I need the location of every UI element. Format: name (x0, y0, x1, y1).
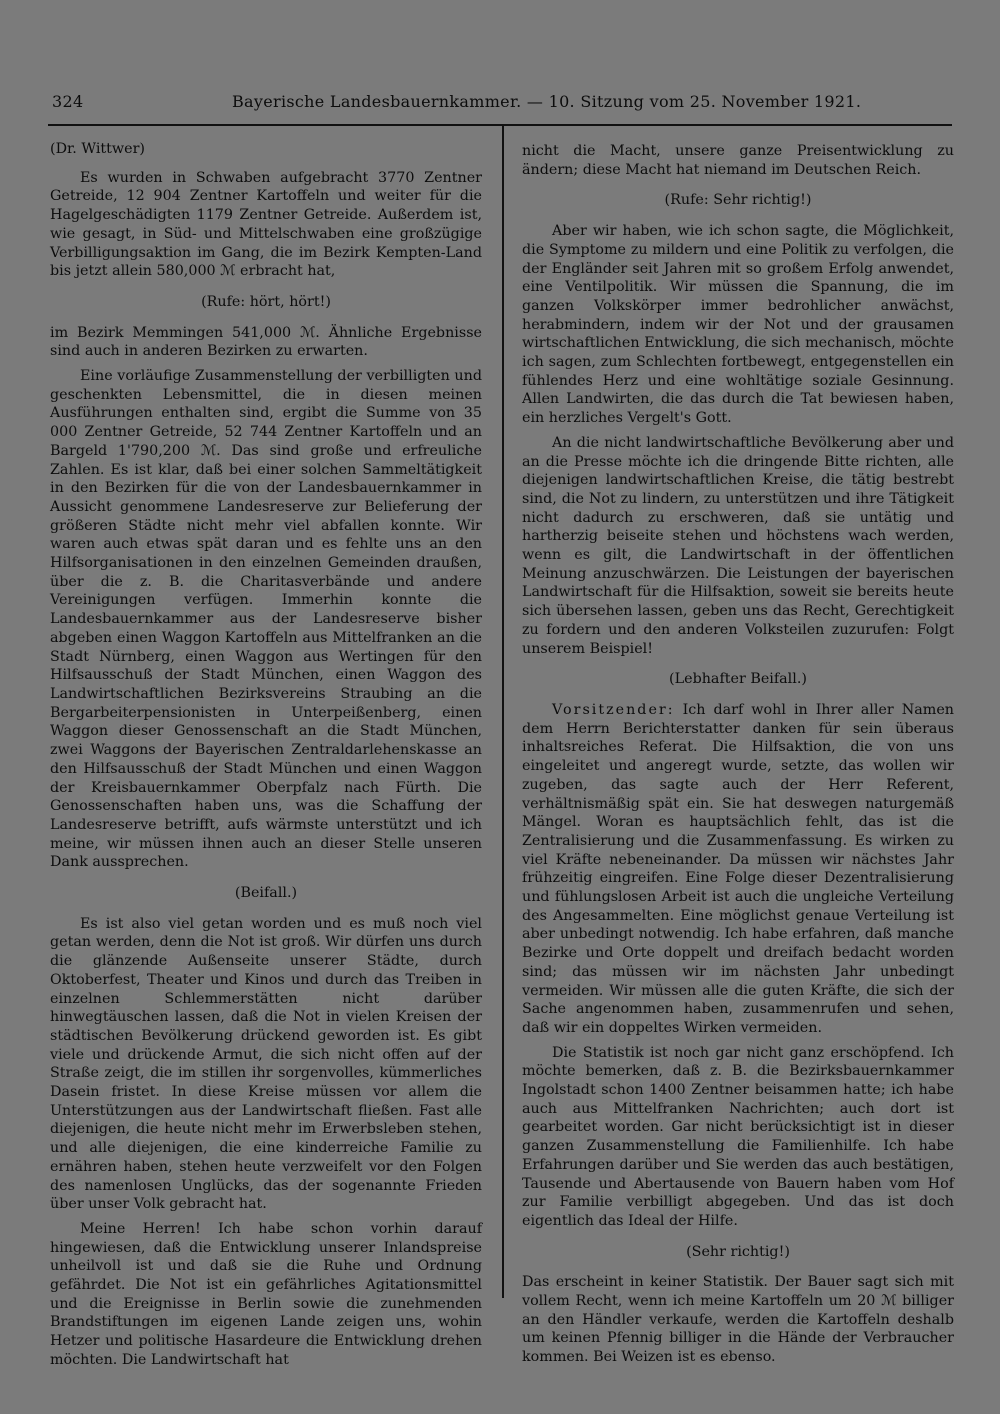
paragraph: Eine vorläufige Zusammenstellung der verbilligten und geschenkten Lebensmittel, die in diesen meinen Ausführungen enthalten sind, ergibt die Summe von 35 000 Zentner Getreide, 52 744 Zentner Kartoffeln und an Bargeld 1'790,200 ℳ. Das sind große und erfreuliche Zahlen. Es ist klar, daß bei einer solchen Sammeltätigkeit in den Bezirken für die von der Landesbauernkammer in Aussicht genommene Landesreserve zur Belieferung der größeren Städte nicht mehr viel abfallen konnte. Wir waren auch etwas spät daran und es fehlte uns an den Hilfsorganisationen in den einzelnen Gemeinden draußen, über die z. B. die Charitasverbände und andere Vereinigungen verfügen. Immerhin konnte die Landesbauernkammer aus der Landesreserve bisher abgeben einen Waggon Kartoffeln aus Mittelfranken an die Stadt Nürnberg, einen Waggon aus Wertingen für den Hilfsausschuß der Stadt München, einen Waggon des Landwirtschaftlichen Bezirksvereins Straubing an die Bergarbeiterpensionisten in Unterpeißenberg, einen Waggon dieser Genossenschaft an die Stadt München, zwei Waggons der Bayerischen Zentraldarlehenskasse an den Hilfsausschuß der Stadt München und einen Waggon der Kreisbauernkammer Oberpfalz nach Fürth. Die Genossenschaften haben uns, was die Schaffung der Landesreserve betrifft, aufs wärmste unterstützt und ich meine, wir müssen ihnen auch an dieser Stelle unseren Dank aussprechen. (50, 368, 482, 871)
interjection: (Rufe: hört, hört!) (201, 293, 331, 310)
paragraph: Aber wir haben, wie ich schon sagte, die Möglichkeit, die Symptome zu mildern und eine Politik zu verfolgen, die der Engländer seit Jahren mit so großem Erfolg anwendet, eine Ventilpolitik. Wir müssen die Spannung, die im ganzen Volkskörper immer bedrohlicher anwächst, herabmindern, indem wir der Not und der grausamen wirtschaftlichen Entwicklung, die sich mechanisch, möchte ich sagen, zum Schlechten fortbewegt, entgegenstellen ein fühlendes Herz und eine wohltätige soziale Gesinnung. Allen Landwirten, die das durch die Tat bewiesen haben, ein herzliches Vergelt's Gott. (522, 223, 954, 427)
right-column (522, 142, 954, 1367)
paragraph-text: Ich darf wohl in Ihrer aller Namen dem Herrn Berichterstatter danken für sein überaus inhaltsreiches Referat. Die Hilfsaktion, die von uns eingeleitet und angeregt wurde, setzte, das wollen wir zugeben, das sagte auch der Herr Referent, verhältnismäßig spät ein. Sie hat deswegen naturgemäß Mängel. Woran es hauptsächlich fehlt, das ist die Zentralisierung und die Zusammenfassung. Es wirken zu viel Kräfte nebeneinander. Da müssen wir nächstes Jahr frühzeitig eingreifen. Eine Folge dieser Dezentralisierung und fühlungslosen Arbeit ist auch die ungleiche Verteilung des Angesammelten. Eine möglichst genaue Verteilung ist aber unbedingt notwendig. Ich habe erfahren, daß manche Bezirke und Orte doppelt und dreifach bedacht worden sind; das müssen wir im nächsten Jahr unbedingt vermeiden. Wir müssen alle die guten Kräfte, die sich der Sache angenommen haben, zusammenrufen und sehen, daß wir ein doppeltes Wirken vermeiden. (522, 701, 954, 1036)
paragraph: Meine Herren! Ich habe schon vorhin darauf hingewiesen, daß die Entwicklung unserer Inlandspreise unheilvoll ist und daß sie die Ruhe und Ordnung gefährdet. Die Not ist ein gefährliches Agitationsmittel und die Ereignisse in Berlin sowie die zunehmenden Brandstiftungen im eigenen Lande zeigen uns, wohin Hetzer und politische Hasardeure die Entwicklung drehen möchten. Die Landwirtschaft hat (50, 1220, 482, 1368)
running-title: Bayerische Landesbauernkammer. — 10. Sitzung vom 25. November 1921. (232, 92, 862, 111)
paragraph: Es ist also viel getan worden und es muß noch viel getan werden, denn die Not ist groß. Wir dürfen uns durch die glänzende Außenseite unserer Städte, durch Oktoberfest, Theater und Kinos und durch das Treiben in einzelnen Schlemmerstätten nicht darüber hinwegtäuschen lassen, daß die Not in vielen Kreisen der städtischen Bevölkerung drückend geworden ist. Es gibt viele und drückende Armut, die sich nicht offen auf der Straße zeigt, die im stillen ihr sorgenvolles, kümmerliches Dasein fristet. In diese Kreise müssen vor allem die Unterstützungen aus der Landwirtschaft fließen. Fast alle diejenigen, die heute nicht mehr im Erwerbsleben stehen, und alle diejenigen, die eine kinderreiche Familie zu ernähren haben, stehen heute verzweifelt vor den Folgen des namenlosen Unglücks, das der sogenannte Frieden über unser Volk gebracht hat. (50, 915, 482, 1213)
paragraph: nicht die Macht, unsere ganze Preisentwicklung zu ändern; diese Macht hat niemand im Deutschen Reich. (522, 143, 954, 178)
interjection: (Sehr richtig!) (686, 1243, 790, 1260)
interjection: (Rufe: Sehr richtig!) (664, 192, 812, 209)
paragraph: im Bezirk Memmingen 541,000 ℳ. Ähnliche Ergebnisse sind auch in anderen Bezirken zu erwarten. (50, 324, 482, 360)
speaker-label: Vorsitzender: (552, 701, 675, 718)
column-divider (502, 126, 504, 1298)
header-rule (48, 124, 952, 126)
paragraph: Das erscheint in keiner Statistik. Der Bauer sagt sich mit vollem Recht, wenn ich meine Kartoffeln um 20 ℳ billiger an den Händler verkaufe, werden die Kartoffeln deshalb um keinen Pfennig billiger in die Hände der Verbraucher kommen. Bei Weizen ist es ebenso. (522, 1274, 954, 1366)
interjection: (Lebhafter Beifall.) (669, 671, 807, 688)
interjection: (Beifall.) (234, 885, 298, 902)
paragraph: An die nicht landwirtschaftliche Bevölkerung aber und an die Presse möchte ich die dringende Bitte richten, alle diejenigen landwirtschaftlichen Kreise, die tätig bestrebt sind, die Not zu lindern, zu unterstützen und ihre Tätigkeit nicht dadurch zu erschweren, daß sie untätig und hartherzig beiseite stehen und höchstens wach werden, wenn es gilt, die Landwirtschaft in der öffentlichen Meinung anzuschwärzen. Die Leistungen der bayerischen Landwirtschaft für die Hilfsaktion, soweit sie bereits heute sich übersehen lassen, geben uns das Recht, Gerechtigkeit zu fordern und den anderen Volksteilen zuzurufen: Folgt unserem Beispiel! (522, 434, 954, 657)
page-header (52, 92, 950, 122)
paragraph (522, 701, 954, 1038)
paragraph: Die Statistik ist noch gar nicht ganz erschöpfend. Ich möchte bemerken, daß z. B. die Bezirksbauernkammer Ingolstadt schon 1400 Zentner beisammen hatte; ich habe auch aus Mittelfranken Nachrichten; auch dort ist gearbeitet worden. Gar nicht berücksichtigt ist in dieser ganzen Zusammenstellung die Familienhilfe. Ich habe Erfahrungen darüber und Sie werden das auch bestätigen, Tausende und Abertausende von Bauern haben vom Hof zur Familie verbilligt abgegeben. Und das ist doch eigentlich das Ideal der Hilfe. (522, 1044, 954, 1229)
paragraph: Es wurden in Schwaben aufgebracht 3770 Zentner Getreide, 12 904 Zentner Kartoffeln und weiter für die Hagelgeschädigten 1179 Zentner Getreide. Außerdem ist, wie gesagt, in Süd- und Mittelschwaben eine großzügige Verbilligungsaktion im Gang, die im Bezirk Kempten-Land bis jetzt allein 580,000 ℳ erbracht hat, (50, 169, 482, 280)
speaker-label: (Dr. Wittwer) (50, 141, 146, 157)
left-column (50, 140, 482, 1370)
page-number: 324 (52, 92, 84, 111)
